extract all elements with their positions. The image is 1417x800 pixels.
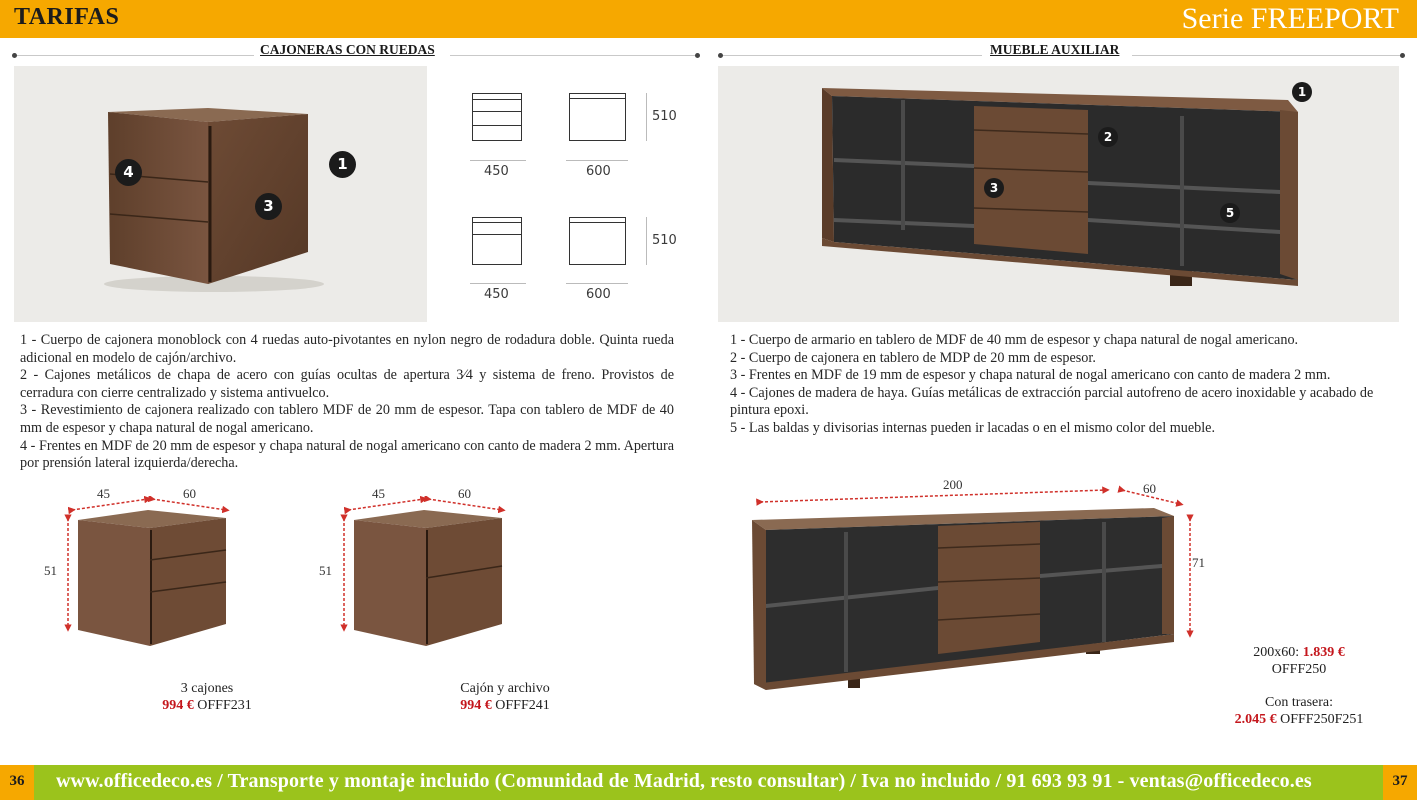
left-title-dot-right — [695, 53, 700, 58]
schematic-side-bottom — [569, 217, 626, 265]
mueble-auxiliar-illustration — [718, 66, 1399, 322]
mueble-desc-3: 3 - Frentes en MDF de 19 mm de espesor y chapa natural de nogal americano con canto de madera 2 mm. — [730, 367, 1331, 384]
mueble-desc-4: 4 - Cajones de madera de haya. Guías metálicas de extracción parcial autofreno de acero inoxidable y acabado de pintura epoxi. — [730, 384, 1374, 419]
p3-height-label: 71 — [1192, 555, 1205, 570]
right-title-rule-left — [720, 55, 982, 56]
width-rule-a-top — [470, 160, 526, 161]
schematic-front-archive — [472, 217, 522, 265]
right-title-dot — [718, 53, 723, 58]
product-3-cajones-image — [60, 496, 240, 656]
series-title: Serie FREEPORT — [1181, 2, 1399, 35]
p1-depth-label: 45 — [97, 486, 110, 501]
product-cajon-archivo-caption — [428, 680, 582, 714]
product-mueble-option-pricing — [1220, 711, 1378, 728]
page-number-right: 37 — [1383, 765, 1417, 800]
section-title-cajoneras: CAJONERAS CON RUEDAS — [260, 42, 435, 57]
callout-1-mueble: 1 — [1292, 82, 1312, 102]
product-mueble-pricing — [1220, 644, 1378, 661]
cajonera-desc-3: 3 - Revestimiento de cajonera realizado con tablero MDF de 20 mm de espesor. Tapa con tablero de MDF de 40 mm de espesor y chapa natural de nogal americano. — [20, 402, 674, 436]
width-rule-a-bottom — [470, 283, 526, 284]
callout-5-mueble: 5 — [1220, 203, 1240, 223]
p3-depth-label: 60 — [1143, 481, 1156, 496]
product-cajon-archivo-pricing — [428, 697, 582, 714]
cajonera-illustration — [14, 66, 427, 322]
schematic-front-3drawers — [472, 93, 522, 141]
mueble-desc-5: 5 - Las baldas y divisorias internas pueden ir lacadas o en el mismo color del mueble. — [730, 419, 1215, 436]
product-mueble-auxiliar-image — [750, 484, 1200, 694]
right-title-rule-right — [1132, 55, 1402, 56]
mueble-desc-2: 2 - Cuerpo de cajonera en tablero de MDP de 20 mm de espesor. — [730, 349, 1096, 366]
product-cajon-archivo-code: OFFF241 — [495, 698, 550, 713]
left-title-rule-left — [14, 55, 254, 56]
mueble-auxiliar-photo — [718, 66, 1399, 322]
left-title-dot — [12, 53, 17, 58]
callout-2-mueble: 2 — [1098, 127, 1118, 147]
cajonera-desc-2: 2 - Cajones metálicos de chapa de acero con guías ocultas de apertura 3⁄4 y sistema de freno. Provistos de cerradura con cierre centralizado y sistema antivuelco. — [20, 367, 674, 401]
product-mueble-option-label: Con trasera: — [1264, 695, 1334, 710]
p2-width-label: 60 — [458, 486, 471, 501]
product-cajon-archivo-name: Cajón y archivo — [460, 681, 550, 696]
mueble-description — [730, 332, 1394, 438]
mueble-desc-1: 1 - Cuerpo de armario en tablero de MDF de 40 mm de espesor y chapa natural de nogal americano. — [730, 332, 1299, 348]
page-number-left: 36 — [0, 765, 34, 800]
cajonera-photo — [14, 66, 427, 322]
page-title: TARIFAS — [14, 4, 120, 30]
dim-width-a-bottom: 450 — [484, 287, 509, 302]
dim-width-b-bottom: 600 — [586, 287, 611, 302]
height-rule-bottom — [646, 217, 647, 265]
product-3-cajones-code: OFFF231 — [197, 698, 252, 713]
p3-width-label: 200 — [943, 477, 963, 492]
product-3-cajones-name: 3 cajones — [180, 681, 234, 696]
dim-width-b-top: 600 — [586, 164, 611, 179]
cajonera-desc-4: 4 - Frentes en MDF de 20 mm de espesor y chapa natural de nogal americano con canto de madera 2 mm. Apertura por prensión lateral izquierda/derecha. — [20, 437, 674, 472]
product-cajon-archivo-image — [336, 496, 516, 656]
cajonera-description — [20, 332, 674, 473]
callout-3-mueble: 3 — [984, 178, 1004, 198]
right-title-dot-right — [1400, 53, 1405, 58]
product-cajon-archivo-price: 994 € — [460, 698, 492, 713]
width-rule-b-bottom — [566, 283, 628, 284]
page-header — [0, 0, 1417, 38]
p1-height-label: 51 — [44, 563, 57, 578]
schematic-side-top — [569, 93, 626, 141]
product-mueble-option-price: 2.045 € — [1234, 712, 1277, 727]
dim-height-top: 510 — [652, 109, 677, 124]
product-3-cajones-pricing — [130, 697, 284, 714]
product-mueble-option-code: OFFF250F251 — [1280, 712, 1364, 727]
section-title-mueble-auxiliar: MUEBLE AUXILIAR — [990, 42, 1120, 57]
p2-depth-label: 45 — [372, 486, 385, 501]
product-3-cajones-price: 994 € — [162, 698, 194, 713]
product-mueble-size: 200x60: — [1253, 645, 1300, 660]
p2-height-label: 51 — [319, 563, 332, 578]
page-footer — [0, 765, 1417, 800]
cajonera-desc-1: 1 - Cuerpo de cajonera monoblock con 4 ruedas auto-pivotantes en nylon negro de rodadura doble. Quinta rueda adicional en modelo de cajón/archivo. — [20, 332, 674, 366]
height-rule-top — [646, 93, 647, 141]
product-mueble-caption — [1220, 644, 1378, 728]
product-3-cajones-caption — [130, 680, 284, 714]
left-title-rule-right — [450, 55, 698, 56]
product-mueble-code: OFFF250 — [1271, 662, 1327, 677]
p1-width-label: 60 — [183, 486, 196, 501]
dim-height-bottom: 510 — [652, 233, 677, 248]
width-rule-b-top — [566, 160, 628, 161]
dim-width-a-top: 450 — [484, 164, 509, 179]
callout-4: 4 — [115, 159, 142, 186]
callout-3: 3 — [255, 193, 282, 220]
product-mueble-price: 1.839 € — [1302, 645, 1345, 660]
callout-1: 1 — [329, 151, 356, 178]
footer-contact-text[interactable]: www.officedeco.es / Transporte y montaje incluido (Comunidad de Madrid, resto consultar) / Iva no incluido / 91 693 93 91 - ventas@officedeco.es — [56, 770, 1312, 792]
